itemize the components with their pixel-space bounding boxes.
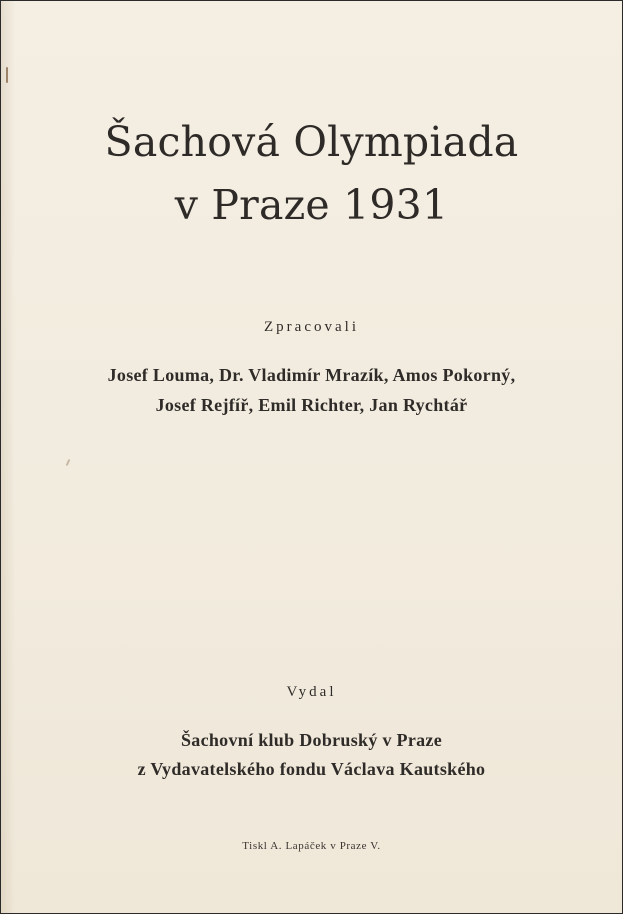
credits-label: Zpracovali: [264, 319, 359, 335]
publisher-line-2: z Vydavatelského fondu Václava Kautského: [137, 759, 486, 779]
publisher-label: Vydal: [286, 684, 337, 700]
ink-speck: [66, 459, 71, 466]
ink-mark: [6, 67, 8, 83]
printer-imprint: Tiskl A. Lapáček v Praze V.: [242, 840, 381, 852]
book-title-line-2: v Praze 1931: [174, 181, 449, 229]
authors-line-1: Josef Louma, Dr. Vladimír Mrazík, Amos Pokorný,: [107, 365, 516, 385]
book-title-line-1: Šachová Olympiada: [104, 118, 519, 166]
authors-line-2: Josef Rejfíř, Emil Richter, Jan Rychtář: [155, 395, 468, 415]
publisher-line-1: Šachovní klub Dobruský v Praze: [180, 730, 443, 750]
